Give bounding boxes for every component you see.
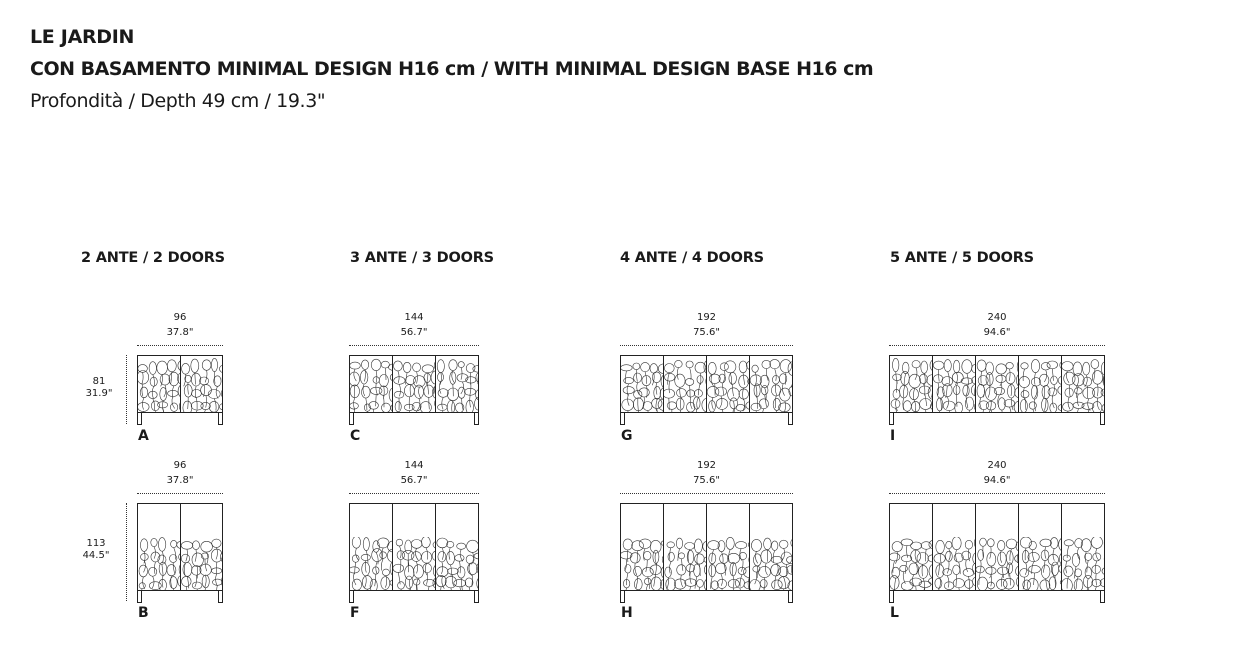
- width-cm: 144: [404, 460, 424, 471]
- left-leg: [137, 413, 142, 425]
- cabinet-code-label: G: [621, 428, 633, 444]
- width-dimension-line: [889, 493, 1105, 494]
- width-dimension: [647, 460, 767, 486]
- cabinet-door: [392, 504, 435, 590]
- width-dimension-line: [349, 345, 479, 346]
- width-in: 56.7": [400, 475, 428, 486]
- cabinet-door: [1018, 504, 1061, 590]
- cabinet-door: [706, 356, 749, 412]
- cabinet-door: [1061, 504, 1104, 590]
- height-in: 31.9": [85, 388, 113, 399]
- width-cm: 240: [987, 312, 1007, 323]
- right-leg: [218, 591, 223, 603]
- width-dimension-line: [620, 493, 793, 494]
- width-dimension: [120, 312, 240, 338]
- width-cm: 240: [987, 460, 1007, 471]
- cabinet-code-label: A: [138, 428, 149, 444]
- width-in: 37.8": [166, 475, 194, 486]
- width-dimension: [647, 312, 767, 338]
- cabinet-door: [350, 356, 392, 412]
- height-dimension-113: [76, 538, 116, 562]
- width-in: 75.6": [693, 327, 720, 338]
- width-cm: 192: [696, 460, 717, 471]
- width-cm: 96: [173, 460, 187, 471]
- cabinet-G: [620, 355, 793, 413]
- width-cm: 192: [696, 312, 717, 323]
- cabinet-door: [138, 356, 180, 412]
- left-leg: [889, 413, 894, 425]
- column-title-3-doors: 3 ANTE / 3 DOORS: [350, 250, 494, 266]
- width-dimension: [120, 460, 240, 486]
- height-cm: 113: [86, 538, 106, 549]
- cabinet-code-label: B: [138, 605, 149, 621]
- cabinet-door: [350, 504, 392, 590]
- width-cm: 96: [173, 312, 187, 323]
- width-dimension-line: [620, 345, 793, 346]
- cabinet-B: [137, 503, 223, 591]
- width-in: 94.6": [983, 475, 1011, 486]
- cabinet-door: [749, 356, 792, 412]
- width-dimension-line: [889, 345, 1105, 346]
- cabinet-L: [889, 503, 1105, 591]
- width-in: 56.7": [400, 327, 428, 338]
- width-in: 75.6": [693, 475, 720, 486]
- cabinet-F: [349, 503, 479, 591]
- width-dimension-line: [349, 493, 479, 494]
- right-leg: [474, 591, 479, 603]
- left-leg: [349, 591, 354, 603]
- cabinet-door: [975, 356, 1018, 412]
- cabinet-code-label: I: [890, 428, 896, 444]
- cabinet-door: [435, 356, 478, 412]
- cabinet-code-label: F: [350, 605, 360, 621]
- product-title: LE JARDIN: [30, 26, 135, 48]
- right-leg: [1100, 413, 1105, 425]
- cabinet-door: [890, 504, 932, 590]
- cabinet-C: [349, 355, 479, 413]
- column-title-4-doors: 4 ANTE / 4 DOORS: [620, 250, 764, 266]
- left-leg: [137, 591, 142, 603]
- cabinet-door: [975, 504, 1018, 590]
- cabinet-code-label: L: [890, 605, 899, 621]
- width-dimension-line: [137, 345, 223, 346]
- cabinet-door: [663, 504, 706, 590]
- cabinet-code-label: C: [350, 428, 361, 444]
- left-leg: [349, 413, 354, 425]
- height-dimension-line: [126, 355, 127, 424]
- cabinet-door: [706, 504, 749, 590]
- left-leg: [620, 413, 625, 425]
- height-dimension-line: [126, 503, 127, 601]
- height-in: 44.5": [82, 550, 110, 561]
- width-in: 94.6": [983, 327, 1011, 338]
- column-title-5-doors: 5 ANTE / 5 DOORS: [890, 250, 1034, 266]
- right-leg: [218, 413, 223, 425]
- right-leg: [474, 413, 479, 425]
- cabinet-door: [749, 504, 792, 590]
- right-leg: [788, 591, 793, 603]
- cabinet-door: [435, 504, 478, 590]
- cabinet-I: [889, 355, 1105, 413]
- cabinet-door: [180, 504, 223, 590]
- cabinet-door: [890, 356, 932, 412]
- cabinet-door: [138, 504, 180, 590]
- width-in: 37.8": [166, 327, 194, 338]
- depth-note: Profondità / Depth 49 cm / 19.3": [30, 90, 326, 112]
- cabinet-door: [1061, 356, 1104, 412]
- width-dimension-line: [137, 493, 223, 494]
- right-leg: [1100, 591, 1105, 603]
- width-dimension: [937, 312, 1057, 338]
- cabinet-A: [137, 355, 223, 413]
- left-leg: [889, 591, 894, 603]
- cabinet-door: [180, 356, 223, 412]
- height-cm: 81: [92, 376, 106, 387]
- right-leg: [788, 413, 793, 425]
- cabinet-door: [621, 356, 663, 412]
- cabinet-H: [620, 503, 793, 591]
- cabinet-door: [621, 504, 663, 590]
- cabinet-door: [932, 356, 975, 412]
- cabinet-door: [1018, 356, 1061, 412]
- width-dimension: [354, 460, 474, 486]
- height-dimension-81: [79, 376, 119, 400]
- width-dimension: [937, 460, 1057, 486]
- cabinet-door: [392, 356, 435, 412]
- cabinet-door: [663, 356, 706, 412]
- left-leg: [620, 591, 625, 603]
- cabinet-door: [932, 504, 975, 590]
- width-dimension: [354, 312, 474, 338]
- width-cm: 144: [404, 312, 424, 323]
- product-subtitle: CON BASAMENTO MINIMAL DESIGN H16 cm / WITH MINIMAL DESIGN BASE H16 cm: [30, 58, 874, 80]
- column-title-2-doors: 2 ANTE / 2 DOORS: [81, 250, 225, 266]
- cabinet-code-label: H: [621, 605, 633, 621]
